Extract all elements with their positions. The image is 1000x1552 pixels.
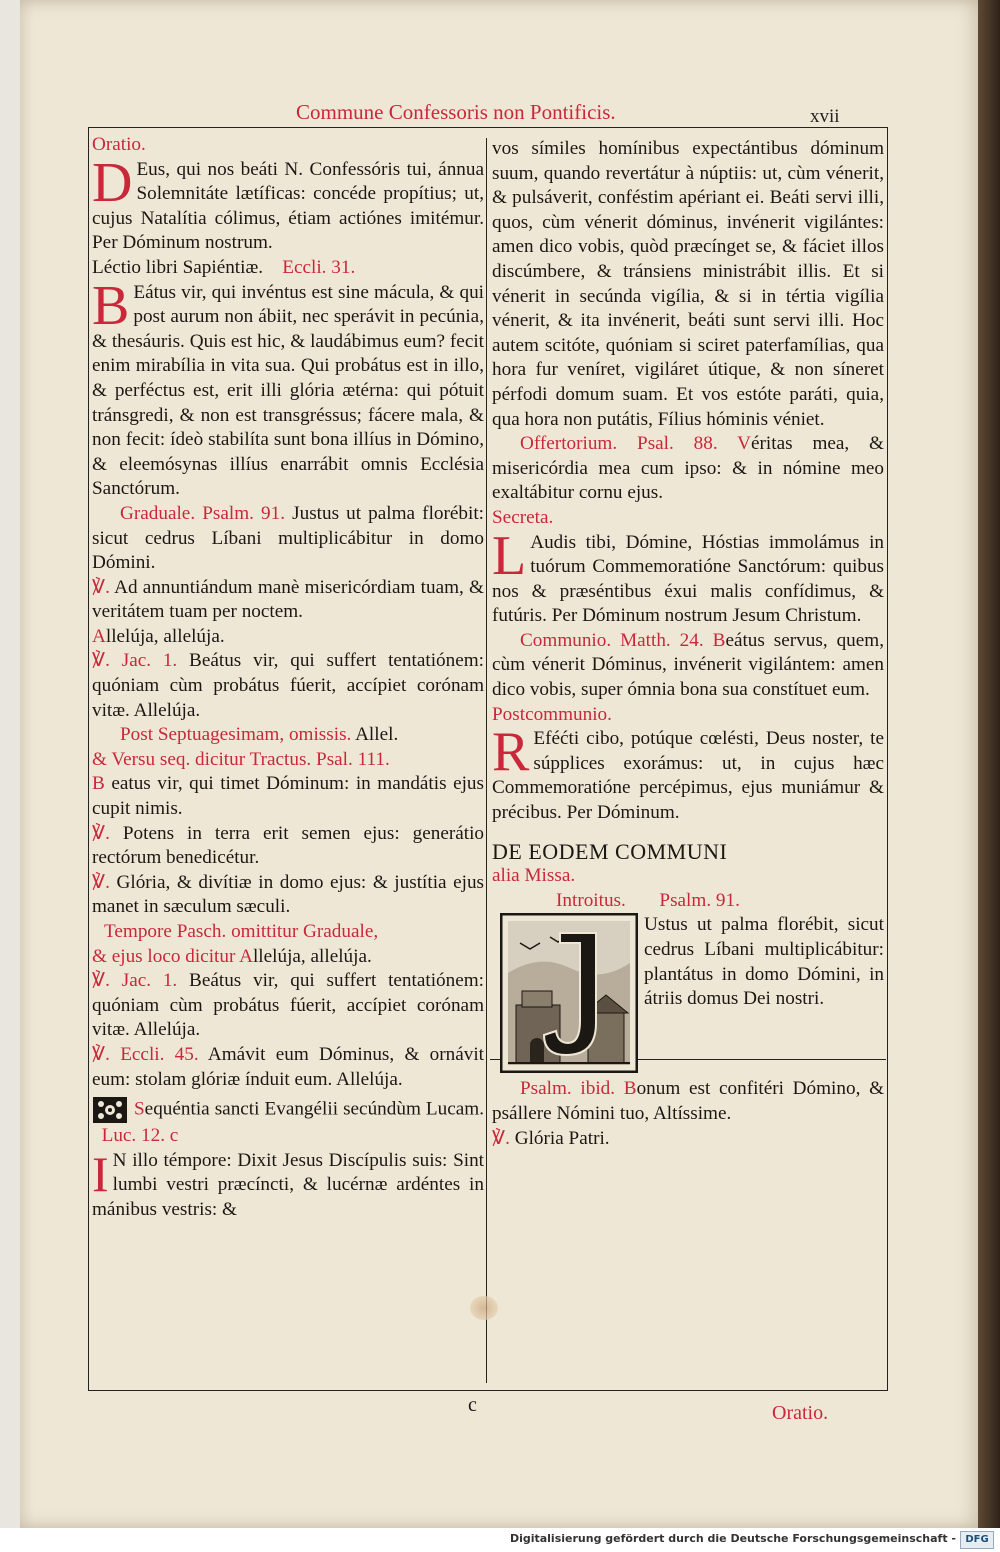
floral-ornament-icon [92, 1096, 128, 1124]
versicle [92, 871, 484, 920]
lectio-line [92, 256, 484, 281]
offertorium-label: Offertorium. Psal. 88. [520, 433, 718, 455]
rubric: & ejus loco dicitur [92, 945, 236, 967]
right-column [492, 137, 884, 1151]
offertorium-initial: V [737, 433, 752, 455]
drop-initial: B [92, 274, 130, 337]
introitus-ref: Psalm. 91. [659, 889, 740, 911]
dfg-logo-icon: DFG [960, 1531, 994, 1549]
introitus-label: Introitus. [556, 889, 626, 911]
secreta-paragraph [492, 524, 884, 629]
signature-mark: c [468, 1394, 477, 1416]
sequentia-text: equéntia sancti Evangélii secúndùm Lucam. [144, 1098, 484, 1120]
tractus-rubric: & Versu seq. dicitur Tractus. Psal. 111. [92, 748, 390, 770]
drop-initial: D [92, 151, 133, 214]
section-heading: DE EODEM COMMUNI [492, 838, 728, 864]
lectio-label: Léctio libri Sapiéntiæ. [92, 256, 264, 278]
gloria-text: Glória Patri. [514, 1127, 610, 1149]
alleluia-line [92, 625, 484, 650]
communio-text: eátus servus, quem, cùm vénerit Dóminus, invénerit vigilántem: amen dico vobis, super ómnia bona sua constítuet eum. [492, 629, 885, 701]
gloria-line [492, 1127, 884, 1152]
versicle-text: Beátus vir, qui suffert tentatiónem: quóniam cùm probátus fúerit, accípiet corónam vitæ. Allelúja. [92, 970, 484, 1041]
postcommunio-text: Eféćti cibo, potúque cœlésti, Deus noster, te súpplices exorámus: ut, in cujus hæc Commemoratióne percépimus, ejus muniámur & précibus. Per Dóminum. [492, 728, 884, 824]
tractus-initial: B [92, 773, 105, 795]
versicle-mark: ℣. Jac. 1. [92, 650, 178, 672]
drop-initial: I [92, 1145, 109, 1202]
graduale-initial: J [292, 502, 300, 524]
digitization-credit: Digitalisierung gefördert durch die Deutsche Forschungsgemeinschaft - [509, 1532, 956, 1545]
tempore-rubric: Tempore Pasch. omittitur Graduale, [104, 921, 379, 942]
versicle-text: Ad annuntiándum manè misericórdiam tuam, & veritátem tuam per noctem. [92, 576, 484, 623]
psalm-paragraph [492, 1077, 884, 1126]
rubric: Post Septuagesimam, omissis. [120, 724, 352, 746]
postcommunio-heading: Postcommunio. [492, 703, 612, 725]
lectio-paragraph [92, 274, 484, 502]
graduale-label: Graduale. Psalm. 91. [120, 502, 286, 524]
communio-label: Communio. Matth. 24. [520, 629, 704, 651]
catchword-heading: Oratio. [772, 1402, 829, 1424]
versicle-mark: ℣. [92, 871, 110, 893]
rubric-text: Allel. [355, 724, 399, 746]
post-septuagesimam-line [92, 723, 484, 748]
introitus-block [492, 913, 884, 1011]
offertorium-paragraph [492, 432, 884, 506]
alia-missa: alia Missa. [492, 865, 576, 887]
alleluia-text: llelúja, allelúja. [105, 625, 225, 647]
evangelium-continuation: vos símiles homínibus expectántibus dóminum suum, quando revertátur à núptiis: ut, cùm vénerit, & pulsáverit, conféstim apériant ei. Beáti servi illi, quos, cùm vénerit dóminus, invénerit vigilántes: amen dico vobis, quòd præcínget se, & fáciet illos discúmbere, & tránsiens ministrábit illis. Et si vénerit in secúnda vigília, & si in tértia vigília vénerit, & ita invénerit, beáti sunt servi illi. Hoc autem scitóte, quóniam si sciret paterfamílias, qua hora fur veníret, vigiláret útique, & non síneret pérfodi domum suam. Et vos estóte paráti, quia, qua hora non putátis, Fílius hóminis véniet. [492, 138, 884, 430]
graduale-text: ustus ut palma florébit: sicut cedrus Líbani multiplicábitur in domo Dómini. [92, 502, 484, 574]
postcommunio-paragraph [492, 721, 884, 825]
lectio-text: Eátus vir, qui invéntus est sine mácula, & qui post aurum non ábiit, nec sperávit in pecúnia, & thesáuris. Quis est hic, & laudábimus eum? fecit enim mirabília in vita sua. Qui probátus est in illo, & perféctus est, erit illi glória ætérna: qui pótuit tránsgredi, & non est transgréssus; fácere mala, & non fecit: ídeò stabilíta sunt bona illíus in Dómino, & eleemósynas illíus enarrábit omnis Ecclésia Sanctórum. [92, 281, 484, 500]
psalm-label: Psalm. ibid. [520, 1078, 616, 1100]
versicle-text: Potens in terra erit semen ejus: generátio rectórum benedicétur. [92, 822, 485, 869]
tempore-text: llelúja, allelúja. [252, 945, 372, 967]
alleluia-initial: A [92, 625, 106, 647]
versicle-mark: ℣. [92, 576, 110, 598]
tempore-initial: A [239, 945, 253, 967]
woodcut-initial-j-icon [500, 913, 638, 1073]
paper-stain [470, 1296, 498, 1320]
versicle [92, 822, 484, 871]
lectio-ref: Eccli. 31. [282, 256, 356, 278]
oratio-paragraph [92, 151, 484, 256]
graduale-paragraph [92, 502, 484, 576]
evangelium-paragraph [92, 1145, 484, 1223]
digitization-footer [0, 1528, 1000, 1552]
left-column [92, 133, 484, 1223]
sequentia-line [92, 1096, 484, 1149]
versicle [92, 969, 484, 1043]
psalm-text: onum est confitéri Dómino, & psállere Nómini tuo, Altíssime. [492, 1078, 884, 1124]
secreta-heading: Secreta. [492, 506, 554, 528]
oratio-text: Eus, qui nos beáti N. Confessóris tui, ánnua Solemnitáte lætíficas: concéde propítius; ut, cujus Natalítia cólimus, étiam actiónes imitémur. Per Dóminum nostrum. [92, 158, 484, 254]
running-head: Commune Confessoris non Pontificis. [296, 100, 616, 124]
tractus-paragraph [92, 772, 484, 821]
introitus-line [492, 889, 884, 914]
sequentia-ref: Luc. 12. c [101, 1125, 179, 1147]
versicle-mark: ℣. Eccli. 45. [92, 1043, 199, 1065]
versicle-mark: ℣. Jac. 1. [92, 970, 178, 992]
communio-paragraph [492, 629, 884, 703]
drop-initial: R [492, 721, 530, 784]
tractus-text: eatus vir, qui timet Dóminum: in mandátis ejus cupit nimis. [92, 773, 484, 820]
versicle-text: Amávit eum Dóminus, & ornávit eum: stolam glóriæ índuit eum. Allelúja. [92, 1043, 484, 1090]
tempore-line [92, 945, 484, 970]
drop-initial: L [492, 524, 527, 587]
folio-number: xvii [810, 106, 840, 127]
book-spine [978, 0, 1000, 1528]
psalm-initial: B [623, 1078, 637, 1100]
versicle-text: Glória, & divítiæ in domo ejus: & justítia ejus manet in sæculum sæculi. [92, 871, 485, 918]
sequentia-initial: S [134, 1098, 145, 1120]
introitus-text: Ustus ut palma florébit, sicut cedrus Líbani multiplicábitur: plantátus in domo Dómini, in átriis domus Dei nostri. [644, 914, 884, 1010]
versicle-mark: ℣. [492, 1127, 510, 1149]
column-divider [486, 138, 487, 1383]
versicle-mark: ℣. [92, 822, 110, 844]
versicle [92, 649, 484, 723]
communio-initial: B [712, 629, 726, 651]
versicle-text: Beátus vir, qui suffert tentatiónem: quóniam cùm probátus fúerit, accípiet corónam vitæ. Allelúja. [92, 650, 484, 721]
offertorium-text: éritas mea, & misericórdia mea cum ipso: & in nómine meo exaltábitur cornu ejus. [492, 433, 884, 504]
versicle [92, 576, 484, 625]
secreta-text: Audis tibi, Dómine, Hóstias immolámus in tuórum Commemoratióne Sanctórum: quibus nos & præséntibus éxui malis confídimus, & futúris. Per Dóminum nostrum Jesum Christum. [492, 531, 884, 627]
evangelium-text: N illo témpore: Dixit Jesus Discípulis suis: Sint lumbi vestri præcíncti, & lucérnæ ardéntes in mánibus vestris: & [92, 1149, 484, 1220]
versicle [92, 1043, 484, 1092]
oratio-heading: Oratio. [92, 134, 146, 155]
